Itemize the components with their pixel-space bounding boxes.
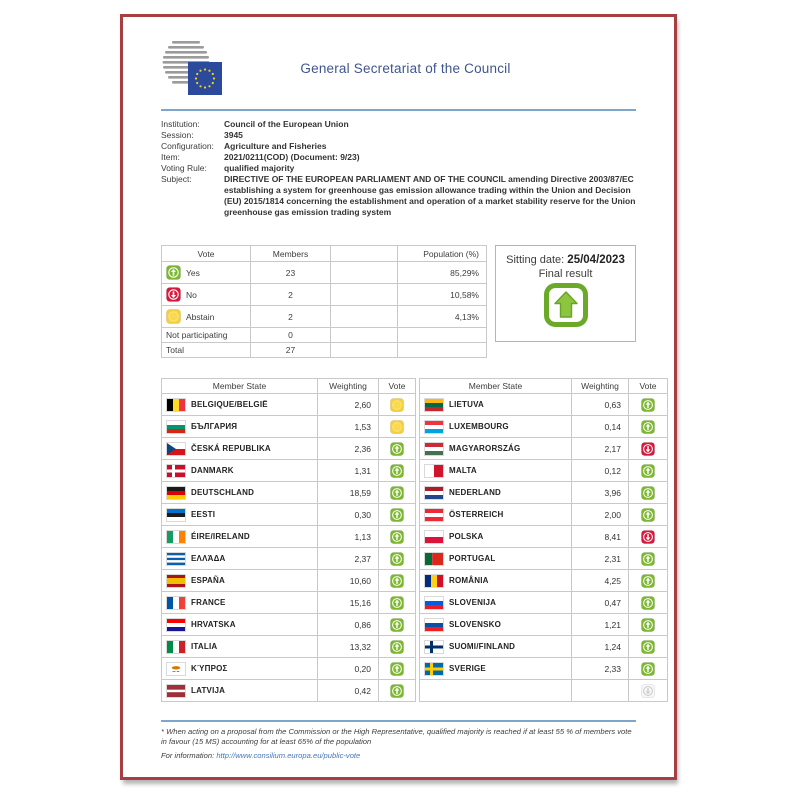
ms-header-cell: Vote — [629, 379, 668, 394]
member-name-cell — [162, 438, 318, 460]
vote-type-cell — [162, 306, 251, 328]
member-row — [420, 548, 668, 570]
lu-flag-icon — [425, 421, 443, 433]
member-name: LUXEMBOURG — [449, 422, 509, 431]
members-count-cell: 2 — [251, 284, 331, 306]
member-name: HRVATSKA — [191, 620, 236, 629]
member-vote-cell — [379, 504, 416, 526]
at-flag-icon — [425, 509, 443, 521]
yes-vote-icon — [641, 574, 655, 588]
sitting-date-label: Sitting date: — [506, 254, 565, 266]
vote-type-cell — [162, 328, 251, 343]
weighting-cell — [572, 680, 629, 702]
metadata-row — [161, 152, 636, 163]
member-vote-cell — [629, 482, 668, 504]
weighting-cell: 10,60 — [318, 570, 379, 592]
metadata-value: Agriculture and Fisheries — [224, 141, 327, 151]
member-row — [162, 592, 416, 614]
sitting-date-value: 25/04/2023 — [567, 254, 625, 266]
member-vote-cell — [629, 460, 668, 482]
member-vote-cell — [629, 592, 668, 614]
member-row — [162, 548, 416, 570]
member-name: БЪЛГАРИЯ — [191, 422, 238, 431]
member-vote-cell — [629, 394, 668, 416]
weighting-cell: 1,53 — [318, 416, 379, 438]
metadata-block — [161, 119, 636, 218]
member-vote-cell — [379, 680, 416, 702]
yes-vote-icon — [390, 530, 404, 544]
member-name-cell — [420, 526, 572, 548]
population-percent-cell: 85,29% — [398, 262, 487, 284]
member-vote-cell — [379, 658, 416, 680]
vote-type-cell — [162, 284, 251, 306]
member-vote-cell — [629, 526, 668, 548]
weighting-cell: 2,37 — [318, 548, 379, 570]
weighting-cell: 2,60 — [318, 394, 379, 416]
metadata-row — [161, 130, 636, 141]
vote-type-label: Abstain — [186, 311, 215, 322]
ms-header-cell: Member State — [420, 379, 572, 394]
member-vote-cell — [379, 394, 416, 416]
none-vote-icon — [641, 684, 655, 698]
member-name-cell — [420, 680, 572, 702]
weighting-cell: 2,36 — [318, 438, 379, 460]
vote-summary-table — [161, 245, 487, 358]
pl-flag-icon — [425, 531, 443, 543]
spacer-cell — [331, 343, 398, 358]
final-result-up-arrow-icon — [496, 282, 635, 328]
weighting-cell: 0,63 — [572, 394, 629, 416]
fr-flag-icon — [167, 597, 185, 609]
lv-flag-icon — [167, 685, 185, 697]
metadata-label: Voting Rule: — [161, 163, 207, 173]
member-row — [162, 438, 416, 460]
member-name-cell — [420, 504, 572, 526]
hr-flag-icon — [167, 619, 185, 631]
member-name-cell — [420, 548, 572, 570]
spacer-cell — [331, 262, 398, 284]
member-name-cell — [420, 592, 572, 614]
member-vote-cell — [379, 636, 416, 658]
member-name-cell — [162, 570, 318, 592]
ee-flag-icon — [167, 509, 185, 521]
info-label: For information: — [161, 751, 215, 760]
member-table-right — [419, 378, 668, 702]
member-row — [162, 680, 416, 702]
member-name-cell — [162, 504, 318, 526]
yes-vote-icon — [641, 464, 655, 478]
members-count-cell: 27 — [251, 343, 331, 358]
no-vote-icon — [166, 287, 181, 302]
be-flag-icon — [167, 399, 185, 411]
yes-vote-icon — [641, 662, 655, 676]
weighting-cell: 0,42 — [318, 680, 379, 702]
document-frame — [120, 14, 677, 780]
metadata-row — [161, 141, 636, 152]
members-count-cell: 23 — [251, 262, 331, 284]
member-name: ΚΎΠΡΟΣ — [191, 664, 228, 673]
weighting-cell: 8,41 — [572, 526, 629, 548]
si-flag-icon — [425, 597, 443, 609]
weighting-cell: 13,32 — [318, 636, 379, 658]
spacer-cell — [331, 284, 398, 306]
council-of-eu-logo-icon — [161, 39, 225, 97]
yes-vote-icon — [641, 596, 655, 610]
weighting-cell: 1,24 — [572, 636, 629, 658]
weighting-cell: 18,59 — [318, 482, 379, 504]
yes-vote-icon — [641, 398, 655, 412]
metadata-label: Session: — [161, 130, 194, 140]
summary-row — [162, 328, 487, 343]
member-vote-cell — [629, 416, 668, 438]
member-row — [162, 416, 416, 438]
vote-type-label: Yes — [186, 267, 200, 278]
member-row — [420, 394, 668, 416]
member-row — [162, 394, 416, 416]
summary-row — [162, 343, 487, 358]
member-vote-cell — [379, 570, 416, 592]
spacer-cell — [331, 328, 398, 343]
member-name-cell — [162, 394, 318, 416]
abstain-vote-icon — [390, 398, 404, 412]
member-name: MALTA — [449, 466, 477, 475]
footer-divider — [161, 720, 636, 722]
yes-vote-icon — [166, 265, 181, 280]
yes-vote-icon — [641, 486, 655, 500]
member-vote-cell — [379, 592, 416, 614]
member-vote-cell — [629, 504, 668, 526]
member-name: LIETUVA — [449, 400, 485, 409]
member-vote-cell — [629, 680, 668, 702]
vote-type-cell — [162, 343, 251, 358]
summary-header-cell: Members — [251, 246, 331, 262]
weighting-cell: 2,33 — [572, 658, 629, 680]
member-vote-cell — [629, 438, 668, 460]
vote-type-label: Total — [166, 345, 184, 355]
population-percent-cell: 4,13% — [398, 306, 487, 328]
abstain-vote-icon — [166, 309, 181, 324]
metadata-value: 2021/0211(COD) (Document: 9/23) — [224, 152, 360, 162]
hu-flag-icon — [425, 443, 443, 455]
member-vote-cell — [629, 636, 668, 658]
member-row — [162, 504, 416, 526]
member-name-cell — [162, 526, 318, 548]
member-row — [162, 658, 416, 680]
qualified-majority-footnote: * When acting on a proposal from the Commission or the High Representative, qualified majority is reached if at least 55 % of members vote in favour (15 MS) accounting for at least 65% of the population — [161, 727, 632, 746]
summary-header-cell: Vote — [162, 246, 251, 262]
member-row — [420, 460, 668, 482]
member-vote-cell — [379, 548, 416, 570]
population-percent-cell — [398, 328, 487, 343]
member-table-left — [161, 378, 416, 702]
vote-type-label: No — [186, 289, 197, 300]
yes-vote-icon — [390, 596, 404, 610]
member-name: ITALIA — [191, 642, 218, 651]
member-name: PORTUGAL — [449, 554, 496, 563]
weighting-cell: 2,00 — [572, 504, 629, 526]
cz-flag-icon — [167, 443, 185, 455]
member-name: SLOVENIJA — [449, 598, 497, 607]
se-flag-icon — [425, 663, 443, 675]
weighting-cell: 4,25 — [572, 570, 629, 592]
members-count-cell: 2 — [251, 306, 331, 328]
weighting-cell: 1,31 — [318, 460, 379, 482]
header-divider — [161, 109, 636, 111]
metadata-row — [161, 163, 636, 174]
sitting-date-box — [495, 245, 636, 342]
member-name: LATVIJA — [191, 686, 226, 695]
member-name-cell — [420, 614, 572, 636]
mt-flag-icon — [425, 465, 443, 477]
yes-vote-icon — [641, 618, 655, 632]
de-flag-icon — [167, 487, 185, 499]
member-name-cell — [420, 570, 572, 592]
metadata-label: Subject: — [161, 174, 192, 184]
es-flag-icon — [167, 575, 185, 587]
member-name-cell — [420, 394, 572, 416]
yes-vote-icon — [390, 640, 404, 654]
metadata-row — [161, 119, 636, 130]
member-vote-cell — [629, 548, 668, 570]
member-name: FRANCE — [191, 598, 226, 607]
yes-vote-icon — [390, 618, 404, 632]
summary-row — [162, 262, 487, 284]
lt-flag-icon — [425, 399, 443, 411]
abstain-vote-icon — [390, 420, 404, 434]
ms-header-cell: Member State — [162, 379, 318, 394]
member-state-tables — [161, 378, 657, 702]
member-name: MAGYARORSZÁG — [449, 444, 521, 453]
document-header — [161, 39, 636, 97]
member-row — [420, 482, 668, 504]
ms-header-row — [420, 379, 668, 394]
member-name-cell — [162, 482, 318, 504]
member-name: ΕΛΛΆΔΑ — [191, 554, 226, 563]
yes-vote-icon — [641, 420, 655, 434]
el-flag-icon — [167, 553, 185, 565]
public-vote-link[interactable]: http://www.consilium.europa.eu/public-vote — [216, 751, 361, 760]
vote-type-cell — [162, 262, 251, 284]
member-name: POLSKA — [449, 532, 484, 541]
weighting-cell: 3,96 — [572, 482, 629, 504]
weighting-cell: 1,13 — [318, 526, 379, 548]
member-name-cell — [420, 438, 572, 460]
metadata-label: Item: — [161, 152, 180, 162]
members-count-cell: 0 — [251, 328, 331, 343]
weighting-cell: 1,21 — [572, 614, 629, 636]
weighting-cell: 0,30 — [318, 504, 379, 526]
ie-flag-icon — [167, 531, 185, 543]
spacer-cell — [331, 306, 398, 328]
summary-row — [162, 284, 487, 306]
member-row — [420, 570, 668, 592]
member-name: BELGIQUE/BELGIË — [191, 400, 268, 409]
member-row — [420, 504, 668, 526]
member-name: DEUTSCHLAND — [191, 488, 255, 497]
weighting-cell: 0,47 — [572, 592, 629, 614]
pt-flag-icon — [425, 553, 443, 565]
fi-flag-icon — [425, 641, 443, 653]
ms-header-row — [162, 379, 416, 394]
yes-vote-icon — [390, 508, 404, 522]
weighting-cell: 0,20 — [318, 658, 379, 680]
member-name-cell — [162, 592, 318, 614]
weighting-cell: 2,31 — [572, 548, 629, 570]
sk-flag-icon — [425, 619, 443, 631]
metadata-value: 3945 — [224, 130, 243, 140]
member-row — [420, 416, 668, 438]
member-name: ÖSTERREICH — [449, 510, 504, 519]
member-vote-cell — [379, 526, 416, 548]
member-name: DANMARK — [191, 466, 234, 475]
member-row — [420, 526, 668, 548]
ms-header-cell: Weighting — [318, 379, 379, 394]
final-result-label: Final result — [538, 268, 593, 280]
member-name-cell — [162, 636, 318, 658]
member-row — [420, 680, 668, 702]
member-vote-cell — [379, 614, 416, 636]
summary-header-cell: Population (%) — [398, 246, 487, 262]
it-flag-icon — [167, 641, 185, 653]
member-row — [162, 636, 416, 658]
member-name: SVERIGE — [449, 664, 486, 673]
ms-header-cell: Weighting — [572, 379, 629, 394]
member-name-cell — [420, 658, 572, 680]
yes-vote-icon — [641, 640, 655, 654]
population-percent-cell: 10,58% — [398, 284, 487, 306]
weighting-cell: 2,17 — [572, 438, 629, 460]
yes-vote-icon — [390, 662, 404, 676]
member-name: ESPAÑA — [191, 576, 225, 585]
weighting-cell: 0,14 — [572, 416, 629, 438]
yes-vote-icon — [641, 552, 655, 566]
member-name-cell — [162, 416, 318, 438]
member-name-cell — [420, 482, 572, 504]
dk-flag-icon — [167, 465, 185, 477]
member-name: ROMÂNIA — [449, 576, 489, 585]
yes-vote-icon — [390, 442, 404, 456]
for-information-line — [161, 751, 636, 760]
yes-vote-icon — [390, 574, 404, 588]
member-name-cell — [162, 460, 318, 482]
metadata-value: DIRECTIVE OF THE EUROPEAN PARLIAMENT AND OF THE COUNCIL amending Directive 2003/87/EC establishing a system for greenhouse gas emission allowance trading within the Union and Decision (EU) 2015/1814 concerning the establishment and operation of a market stability reserve for the Union greenhouse gas emission trading system — [224, 174, 636, 217]
member-row — [420, 438, 668, 460]
yes-vote-icon — [390, 552, 404, 566]
member-row — [162, 614, 416, 636]
member-row — [162, 460, 416, 482]
metadata-value: Council of the European Union — [224, 119, 349, 129]
member-vote-cell — [629, 658, 668, 680]
member-name: NEDERLAND — [449, 488, 502, 497]
member-name-cell — [420, 636, 572, 658]
member-row — [162, 482, 416, 504]
yes-vote-icon — [641, 508, 655, 522]
no-vote-icon — [641, 442, 655, 456]
member-row — [162, 570, 416, 592]
member-row — [420, 592, 668, 614]
member-name: ČESKÁ REPUBLIKA — [191, 444, 271, 453]
no-vote-icon — [641, 530, 655, 544]
metadata-row — [161, 174, 636, 218]
metadata-label: Configuration: — [161, 141, 214, 151]
yes-vote-icon — [390, 684, 404, 698]
yes-vote-icon — [390, 486, 404, 500]
weighting-cell: 0,12 — [572, 460, 629, 482]
member-name: EESTI — [191, 510, 216, 519]
member-name-cell — [162, 614, 318, 636]
member-name: SUOMI/FINLAND — [449, 642, 516, 651]
metadata-value: qualified majority — [224, 163, 295, 173]
bg-flag-icon — [167, 421, 185, 433]
member-vote-cell — [379, 460, 416, 482]
ro-flag-icon — [425, 575, 443, 587]
member-name-cell — [162, 548, 318, 570]
member-vote-cell — [629, 570, 668, 592]
member-row — [420, 658, 668, 680]
page-title: General Secretariat of the Council — [300, 60, 511, 76]
member-name-cell — [162, 658, 318, 680]
member-name: SLOVENSKO — [449, 620, 502, 629]
nl-flag-icon — [425, 487, 443, 499]
member-vote-cell — [379, 416, 416, 438]
cy-flag-icon — [167, 663, 185, 675]
weighting-cell: 0,86 — [318, 614, 379, 636]
vote-summary-section — [161, 245, 636, 358]
member-name: ÉIRE/IRELAND — [191, 532, 250, 541]
weighting-cell: 15,16 — [318, 592, 379, 614]
member-row — [420, 636, 668, 658]
member-vote-cell — [379, 482, 416, 504]
summary-header-cell — [331, 246, 398, 262]
population-percent-cell — [398, 343, 487, 358]
sitting-date-line — [496, 254, 635, 266]
yes-vote-icon — [390, 464, 404, 478]
member-row — [420, 614, 668, 636]
member-vote-cell — [379, 438, 416, 460]
member-vote-cell — [629, 614, 668, 636]
member-name-cell — [162, 680, 318, 702]
vote-type-label: Not participating — [166, 330, 228, 340]
member-row — [162, 526, 416, 548]
member-name-cell — [420, 416, 572, 438]
ms-header-cell: Vote — [379, 379, 416, 394]
member-name-cell — [420, 460, 572, 482]
metadata-label: Institution: — [161, 119, 200, 129]
summary-row — [162, 306, 487, 328]
summary-header-row — [162, 246, 487, 262]
